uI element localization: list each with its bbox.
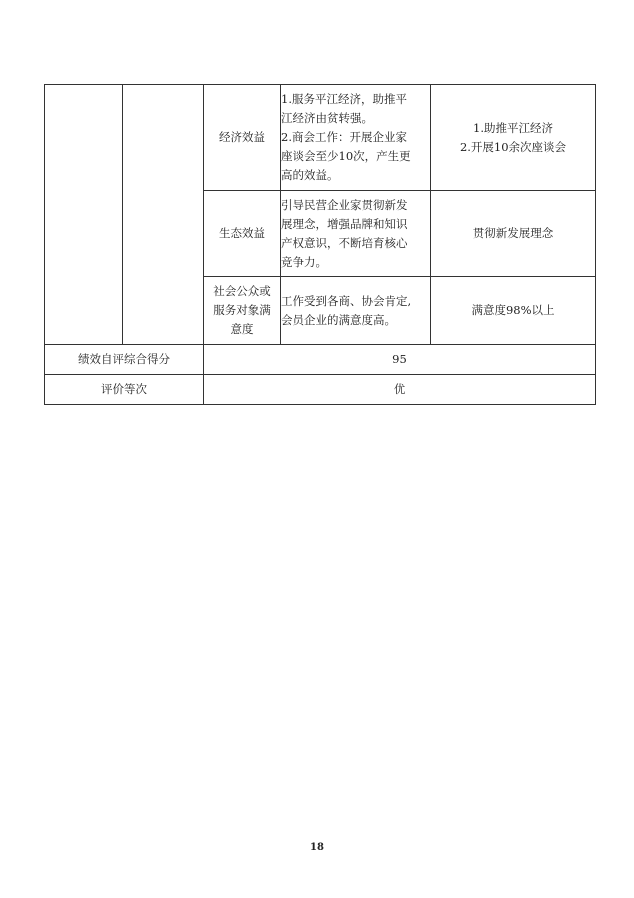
blank-cell-level1 <box>45 85 123 345</box>
performance-table <box>44 84 596 405</box>
indicator-content: 工作受到各商、协会肯定, 会员企业的满意度高。 <box>281 277 431 345</box>
indicator-name: 社会公众或 服务对象满 意度 <box>204 277 281 345</box>
indicator-result: 贯彻新发展理念 <box>431 191 596 277</box>
grade-row <box>45 375 596 405</box>
score-row <box>45 345 596 375</box>
indicator-result: 1.助推平江经济 2.开展10余次座谈会 <box>431 85 596 191</box>
indicator-content: 1.服务平江经济，助推平 江经济由贫转强。 2.商会工作：开展企业家 座谈会至少10次，产生更 高的效益。 <box>281 85 431 191</box>
indicator-result: 满意度98%以上 <box>431 277 596 345</box>
score-value: 95 <box>204 345 596 375</box>
blank-cell-level2 <box>123 85 204 345</box>
table-row <box>45 85 596 191</box>
indicator-name: 生态效益 <box>204 191 281 277</box>
grade-value: 优 <box>204 375 596 405</box>
score-label: 绩效自评综合得分 <box>45 345 204 375</box>
page-number: 18 <box>310 842 324 853</box>
indicator-name: 经济效益 <box>204 85 281 191</box>
grade-label: 评价等次 <box>45 375 204 405</box>
indicator-content: 引导民营企业家贯彻新发 展理念，增强品牌和知识 产权意识，不断培育核心 竞争力。 <box>281 191 431 277</box>
